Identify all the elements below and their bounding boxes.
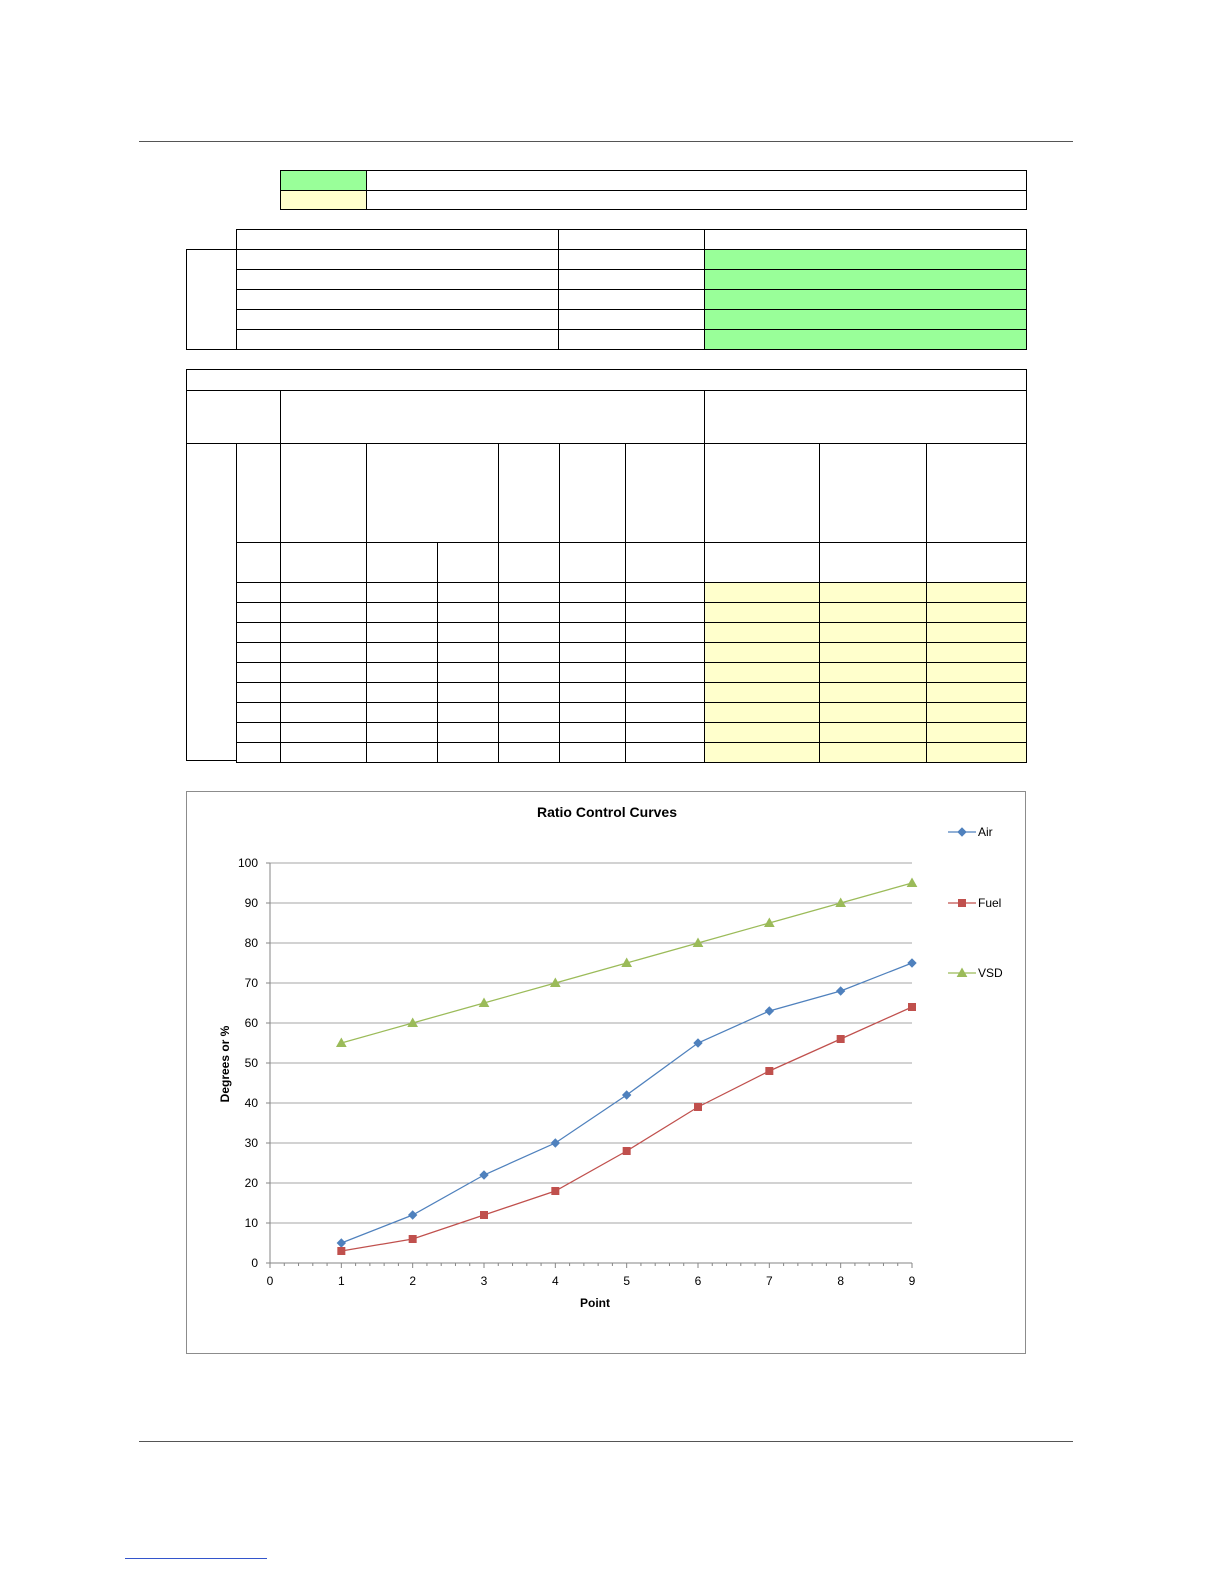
- ratio-row-9-cell-4: [437, 742, 499, 763]
- legend-marker-fuel: [959, 900, 966, 907]
- series: [337, 879, 917, 1255]
- ratio-row-2-cell-4: [437, 602, 499, 623]
- ratio-row-2-cell-1: [236, 602, 281, 623]
- settings-row-3-unit: [558, 289, 705, 310]
- x-tick-label: 2: [409, 1274, 417, 1288]
- settings-row-1-label: [236, 249, 559, 270]
- ratio-row-7-cell-8[interactable]: [704, 702, 820, 723]
- ratio-row-2-cell-3: [366, 602, 438, 623]
- footer-rule: [139, 1441, 1073, 1442]
- ratio-row-8-cell-4: [437, 722, 499, 743]
- ratio-row-4-cell-6: [559, 642, 626, 663]
- ratio-row-8-cell-5: [498, 722, 560, 743]
- air-point-9: [908, 959, 916, 967]
- ratio-row-4-cell-7: [625, 642, 705, 663]
- ratio-row-9-cell-5: [498, 742, 560, 763]
- ratio-row-8-cell-10[interactable]: [926, 722, 1027, 743]
- ratio-row-8-cell-9[interactable]: [819, 722, 927, 743]
- legend-item-air: [948, 825, 993, 839]
- fuel-point-8: [837, 1036, 844, 1043]
- ratio-row-6-cell-5: [498, 682, 560, 703]
- chart-area: [186, 791, 1026, 1354]
- ratio-row-5-cell-3: [366, 662, 438, 683]
- settings-group-label: [186, 249, 237, 350]
- legend-item-vsd: [948, 966, 1003, 980]
- y-tick-label: 20: [244, 1176, 258, 1190]
- ratio-header-setpoints: [704, 390, 1027, 444]
- legend-label-air: Air: [978, 825, 993, 839]
- fuel-point-7: [766, 1068, 773, 1075]
- key-swatch-green: [280, 170, 367, 191]
- legend-label-vsd: VSD: [978, 966, 1003, 980]
- y-tick-label: 70: [244, 976, 258, 990]
- y-tick-label: 40: [244, 1096, 258, 1110]
- settings-row-3-input[interactable]: [704, 289, 1027, 310]
- unit-5: [559, 542, 626, 583]
- fuel-point-1: [338, 1248, 345, 1255]
- ratio-row-5-cell-2: [280, 662, 367, 683]
- unit-3a: [366, 542, 438, 583]
- ratio-row-6-cell-10[interactable]: [926, 682, 1027, 703]
- y-tick-label: 0: [251, 1256, 258, 1270]
- fuel-point-2: [409, 1236, 416, 1243]
- ratio-row-1-cell-1: [236, 582, 281, 603]
- ratio-row-1-cell-8[interactable]: [704, 582, 820, 603]
- ratio-row-7-cell-6: [559, 702, 626, 723]
- fuel-point-6: [695, 1104, 702, 1111]
- y-tick-label: 80: [244, 936, 258, 950]
- ratio-row-4-cell-10[interactable]: [926, 642, 1027, 663]
- ratio-row-4-cell-5: [498, 642, 560, 663]
- ratio-row-5-cell-4: [437, 662, 499, 683]
- x-tick-label: 1: [337, 1274, 345, 1288]
- ratio-row-2-cell-9[interactable]: [819, 602, 927, 623]
- x-tick-label: 0: [266, 1274, 274, 1288]
- ratio-row-8-cell-8[interactable]: [704, 722, 820, 743]
- ratio-row-7-cell-3: [366, 702, 438, 723]
- ratio-row-5-cell-8[interactable]: [704, 662, 820, 683]
- ratio-row-6-cell-7: [625, 682, 705, 703]
- fuel-point-3: [481, 1212, 488, 1219]
- ratio-row-8-cell-3: [366, 722, 438, 743]
- ratio-row-7-cell-9[interactable]: [819, 702, 927, 723]
- settings-row-2-label: [236, 269, 559, 290]
- ratio-row-9-cell-10[interactable]: [926, 742, 1027, 763]
- ratio-row-3-cell-8[interactable]: [704, 622, 820, 643]
- ratio-row-7-cell-5: [498, 702, 560, 723]
- header-rule: [139, 141, 1073, 142]
- ratio-row-4-cell-9[interactable]: [819, 642, 927, 663]
- unit-2: [280, 542, 367, 583]
- legend-item-fuel: [948, 896, 1001, 910]
- fuel-point-5: [623, 1148, 630, 1155]
- ratio-row-1-cell-4: [437, 582, 499, 603]
- ratio-control-chart: [187, 792, 1025, 1353]
- gridlines: [270, 863, 912, 1263]
- settings-row-2-unit: [558, 269, 705, 290]
- air-point-2: [409, 1211, 417, 1219]
- ratio-row-3-cell-4: [437, 622, 499, 643]
- y-tick-label: 50: [244, 1056, 258, 1070]
- col-head-point: [236, 443, 281, 543]
- ratio-row-7-cell-1: [236, 702, 281, 723]
- ratio-row-3-cell-9[interactable]: [819, 622, 927, 643]
- ratio-row-9-cell-3: [366, 742, 438, 763]
- ratio-row-2-cell-6: [559, 602, 626, 623]
- unit-6: [625, 542, 705, 583]
- legend-marker-air: [958, 828, 966, 836]
- x-tick-label: 6: [694, 1274, 702, 1288]
- y-axis-title: Degrees or %: [218, 1025, 232, 1103]
- ratio-row-1-cell-10[interactable]: [926, 582, 1027, 603]
- settings-row-1-input[interactable]: [704, 249, 1027, 270]
- ratio-row-7-cell-10[interactable]: [926, 702, 1027, 723]
- unit-vsd: [926, 542, 1027, 583]
- settings-row-4-label: [236, 309, 559, 330]
- ratio-row-2-cell-2: [280, 602, 367, 623]
- x-tick-label: 3: [480, 1274, 488, 1288]
- air-point-8: [837, 987, 845, 995]
- unit-fuel: [819, 542, 927, 583]
- fuel-point-4: [552, 1188, 559, 1195]
- col-head-air: [704, 443, 820, 543]
- key-description-yellow: [366, 190, 1027, 210]
- x-tick-label: 7: [765, 1274, 773, 1288]
- col-head-5: [559, 443, 626, 543]
- settings-row-4-unit: [558, 309, 705, 330]
- ratio-row-6-cell-6: [559, 682, 626, 703]
- settings-row-5-label: [236, 329, 559, 350]
- air-point-7: [765, 1007, 773, 1015]
- x-axis-title: Point: [580, 1296, 610, 1310]
- x-tick-label: 9: [908, 1274, 916, 1288]
- key-swatch-yellow: [280, 190, 367, 210]
- ratio-row-1-cell-5: [498, 582, 560, 603]
- y-tick-label: 60: [244, 1016, 258, 1030]
- ratio-row-4-cell-2: [280, 642, 367, 663]
- settings-row-2-input[interactable]: [704, 269, 1027, 290]
- y-tick-label: 100: [237, 856, 258, 870]
- ratio-row-7-cell-2: [280, 702, 367, 723]
- x-tick-label: 4: [551, 1274, 559, 1288]
- ratio-row-9-cell-7: [625, 742, 705, 763]
- air-point-1: [337, 1239, 345, 1247]
- fuel-point-9: [909, 1004, 916, 1011]
- col-head-vsd: [926, 443, 1027, 543]
- ratio-row-6-cell-1: [236, 682, 281, 703]
- ratio-row-6-cell-8[interactable]: [704, 682, 820, 703]
- ratio-row-6-cell-3: [366, 682, 438, 703]
- settings-header-col2: [558, 229, 705, 250]
- ratio-row-5-cell-1: [236, 662, 281, 683]
- ratio-row-1-cell-3: [366, 582, 438, 603]
- ratio-row-2-cell-8[interactable]: [704, 602, 820, 623]
- ratio-row-3-cell-7: [625, 622, 705, 643]
- col-head-2: [280, 443, 367, 543]
- chart-title: Ratio Control Curves: [536, 804, 678, 820]
- ratio-row-2-cell-10[interactable]: [926, 602, 1027, 623]
- series-fuel: [338, 1004, 916, 1255]
- y-tick-label: 30: [244, 1136, 258, 1150]
- ratio-row-3-cell-1: [236, 622, 281, 643]
- ratio-row-8-cell-6: [559, 722, 626, 743]
- ratio-row-3-cell-10[interactable]: [926, 622, 1027, 643]
- settings-row-1-unit: [558, 249, 705, 270]
- unit-air: [704, 542, 820, 583]
- ratio-row-8-cell-2: [280, 722, 367, 743]
- unit-4: [498, 542, 560, 583]
- settings-row-5-input[interactable]: [704, 329, 1027, 350]
- ratio-table-title: [186, 369, 1027, 391]
- ratio-row-1-cell-6: [559, 582, 626, 603]
- x-tick-label: 8: [837, 1274, 845, 1288]
- ratio-row-6-cell-4: [437, 682, 499, 703]
- y-tick-label: 10: [244, 1216, 258, 1230]
- settings-header-col1: [236, 229, 559, 250]
- footer-link-underline: [125, 1558, 267, 1559]
- ratio-row-1-cell-7: [625, 582, 705, 603]
- ratio-row-9-cell-2: [280, 742, 367, 763]
- ratio-row-3-cell-2: [280, 622, 367, 643]
- air-point-4: [551, 1139, 559, 1147]
- ratio-row-3-cell-3: [366, 622, 438, 643]
- settings-row-4-input[interactable]: [704, 309, 1027, 330]
- ratio-row-4-cell-1: [236, 642, 281, 663]
- col-head-4: [498, 443, 560, 543]
- vsd-point-9: [908, 879, 917, 887]
- ratio-row-4-cell-4: [437, 642, 499, 663]
- ratio-row-2-cell-7: [625, 602, 705, 623]
- y-tick-label: 90: [244, 896, 258, 910]
- ratio-row-7-cell-7: [625, 702, 705, 723]
- ratio-row-8-cell-7: [625, 722, 705, 743]
- ratio-row-3-cell-5: [498, 622, 560, 643]
- ratio-row-4-cell-3: [366, 642, 438, 663]
- air-point-3: [480, 1171, 488, 1179]
- col-head-3: [366, 443, 499, 543]
- col-head-6: [625, 443, 705, 543]
- ratio-row-4-cell-8[interactable]: [704, 642, 820, 663]
- ratio-row-6-cell-2: [280, 682, 367, 703]
- ratio-row-9-cell-1: [236, 742, 281, 763]
- ratio-row-5-cell-10[interactable]: [926, 662, 1027, 683]
- legend: [948, 825, 1003, 980]
- settings-row-3-label: [236, 289, 559, 310]
- ratio-header-left: [186, 390, 281, 444]
- ratio-row-5-cell-5: [498, 662, 560, 683]
- ratio-row-2-cell-5: [498, 602, 560, 623]
- settings-row-5-unit: [558, 329, 705, 350]
- ratio-row-1-cell-2: [280, 582, 367, 603]
- ratio-row-5-cell-9[interactable]: [819, 662, 927, 683]
- ratio-row-5-cell-6: [559, 662, 626, 683]
- col-head-fuel: [819, 443, 927, 543]
- series-vsd: [337, 879, 917, 1047]
- ratio-row-5-cell-7: [625, 662, 705, 683]
- ratio-row-1-cell-9[interactable]: [819, 582, 927, 603]
- ratio-row-7-cell-4: [437, 702, 499, 723]
- series-line-fuel: [341, 1007, 912, 1251]
- legend-label-fuel: Fuel: [978, 896, 1002, 910]
- unit-3b: [437, 542, 499, 583]
- ratio-row-9-cell-9[interactable]: [819, 742, 927, 763]
- settings-header-col3: [704, 229, 1027, 250]
- ratio-row-9-cell-8[interactable]: [704, 742, 820, 763]
- ratio-row-8-cell-1: [236, 722, 281, 743]
- ratio-header-measured: [280, 390, 705, 444]
- x-tick-label: 5: [623, 1274, 631, 1288]
- unit-point: [236, 542, 281, 583]
- ratio-row-6-cell-9[interactable]: [819, 682, 927, 703]
- ratio-row-9-cell-6: [559, 742, 626, 763]
- ratio-group-label: [186, 443, 237, 761]
- ratio-row-3-cell-6: [559, 622, 626, 643]
- key-description-green: [366, 170, 1027, 191]
